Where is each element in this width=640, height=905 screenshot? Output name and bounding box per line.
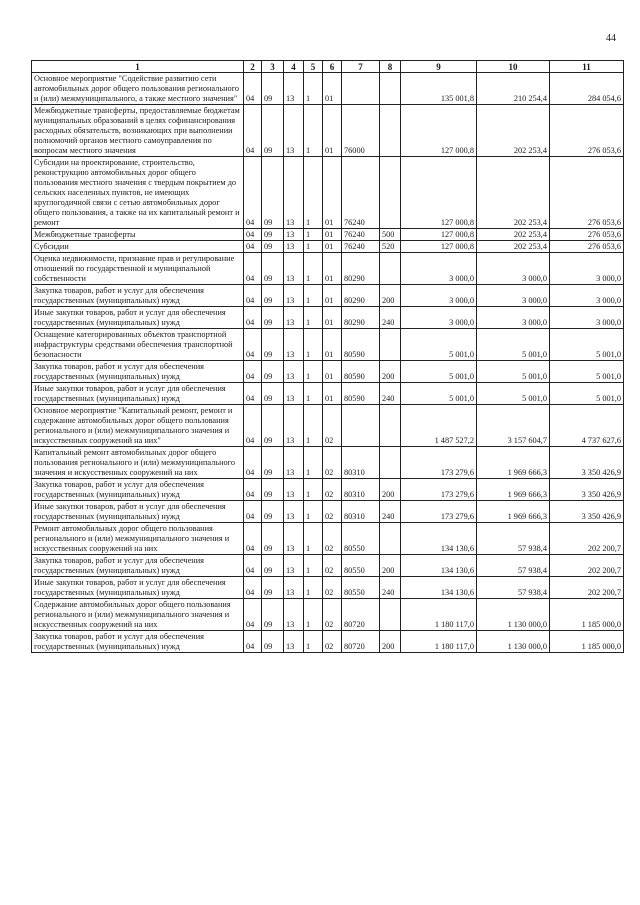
cell-section: 04 [244,105,262,157]
cell-amount-year2: 210 254,4 [477,73,550,105]
cell-direction: 80720 [342,631,380,653]
cell-program: 13 [284,229,304,241]
column-header: 11 [550,61,624,73]
cell-amount-year3: 202 200,7 [550,523,624,555]
cell-amount-year1: 127 000,8 [401,229,477,241]
row-description: Субсидии [32,241,244,253]
cell-subsection: 09 [262,361,284,383]
cell-subprogram: 1 [304,501,323,523]
cell-amount-year1: 127 000,8 [401,157,477,229]
table-row [32,229,624,241]
cell-amount-year3: 276 053,6 [550,105,624,157]
cell-event: 01 [323,229,342,241]
cell-subprogram: 1 [304,361,323,383]
cell-program: 13 [284,241,304,253]
cell-amount-year3: 3 000,0 [550,253,624,285]
row-description: Иные закупки товаров, работ и услуг для обеспечения государственных (муниципальных) нужд [32,577,244,599]
table-row [32,523,624,555]
cell-event: 01 [323,383,342,405]
table-row [32,631,624,653]
cell-subprogram: 1 [304,383,323,405]
cell-program: 13 [284,501,304,523]
cell-amount-year2: 5 001,0 [477,329,550,361]
cell-event: 02 [323,447,342,479]
table-row [32,157,624,229]
row-description: Закупка товаров, работ и услуг для обеспечения государственных (муниципальных) нужд [32,479,244,501]
cell-amount-year1: 173 279,6 [401,479,477,501]
cell-amount-year2: 1 130 000,0 [477,631,550,653]
cell-subprogram: 1 [304,329,323,361]
cell-program: 13 [284,447,304,479]
table-row [32,241,624,253]
cell-event: 02 [323,501,342,523]
row-description: Основное мероприятие "Содействие развитию сети автомобильных дорог общего пользования регионального и (или) межмуниципального, а также местного значения" [32,73,244,105]
table-row [32,361,624,383]
cell-event: 01 [323,241,342,253]
cell-program: 13 [284,479,304,501]
table-row [32,105,624,157]
cell-subsection: 09 [262,253,284,285]
cell-amount-year3: 1 185 000,0 [550,599,624,631]
cell-expense-type [380,105,401,157]
cell-expense-type [380,73,401,105]
cell-event: 02 [323,555,342,577]
column-header: 1 [32,61,244,73]
cell-subsection: 09 [262,599,284,631]
cell-section: 04 [244,253,262,285]
cell-subsection: 09 [262,405,284,447]
cell-amount-year1: 1 487 527,2 [401,405,477,447]
cell-amount-year2: 1 969 666,3 [477,501,550,523]
row-description: Оценка недвижимости, признание прав и регулирование отношений по государственной и муниципальной собственности [32,253,244,285]
row-description: Межбюджетные трансферты, предоставляемые бюджетам муниципальных образований в целях софинансирования расходных обязательств, возникающих при выполнении полномочий органов местного самоуправления по вопросам местного значения [32,105,244,157]
cell-program: 13 [284,157,304,229]
cell-amount-year1: 5 001,0 [401,361,477,383]
cell-amount-year3: 5 001,0 [550,329,624,361]
cell-amount-year3: 276 053,6 [550,241,624,253]
table-row [32,253,624,285]
cell-direction: 80590 [342,383,380,405]
cell-subprogram: 1 [304,157,323,229]
cell-amount-year1: 1 180 117,0 [401,599,477,631]
cell-direction: 80720 [342,599,380,631]
column-header: 6 [323,61,342,73]
cell-amount-year2: 57 938,4 [477,555,550,577]
cell-event: 01 [323,73,342,105]
cell-subsection: 09 [262,479,284,501]
cell-amount-year1: 173 279,6 [401,501,477,523]
cell-event: 02 [323,577,342,599]
cell-subsection: 09 [262,229,284,241]
cell-expense-type: 240 [380,307,401,329]
cell-subprogram: 1 [304,479,323,501]
cell-amount-year2: 3 157 604,7 [477,405,550,447]
cell-section: 04 [244,405,262,447]
cell-section: 04 [244,555,262,577]
cell-amount-year3: 276 053,6 [550,229,624,241]
column-header: 3 [262,61,284,73]
cell-amount-year3: 276 053,6 [550,157,624,229]
cell-event: 02 [323,599,342,631]
cell-program: 13 [284,555,304,577]
cell-expense-type: 200 [380,479,401,501]
cell-event: 01 [323,329,342,361]
cell-amount-year3: 3 000,0 [550,307,624,329]
cell-program: 13 [284,105,304,157]
cell-direction: 76240 [342,229,380,241]
cell-amount-year2: 57 938,4 [477,577,550,599]
cell-event: 02 [323,523,342,555]
cell-direction: 80310 [342,447,380,479]
cell-amount-year2: 57 938,4 [477,523,550,555]
cell-amount-year1: 134 130,6 [401,555,477,577]
cell-section: 04 [244,599,262,631]
cell-event: 01 [323,157,342,229]
cell-amount-year2: 202 253,4 [477,229,550,241]
cell-direction: 76240 [342,157,380,229]
cell-subsection: 09 [262,307,284,329]
table-row [32,599,624,631]
cell-amount-year3: 5 001,0 [550,361,624,383]
cell-subsection: 09 [262,447,284,479]
cell-expense-type [380,329,401,361]
cell-amount-year3: 1 185 000,0 [550,631,624,653]
cell-program: 13 [284,523,304,555]
cell-amount-year3: 3 350 426,9 [550,501,624,523]
cell-expense-type [380,447,401,479]
cell-program: 13 [284,285,304,307]
cell-section: 04 [244,383,262,405]
cell-amount-year1: 3 000,0 [401,253,477,285]
cell-subsection: 09 [262,329,284,361]
cell-amount-year2: 3 000,0 [477,285,550,307]
cell-direction: 76000 [342,105,380,157]
cell-amount-year2: 202 253,4 [477,157,550,229]
cell-direction: 80310 [342,501,380,523]
cell-amount-year3: 3 000,0 [550,285,624,307]
cell-subprogram: 1 [304,253,323,285]
cell-subprogram: 1 [304,523,323,555]
cell-expense-type: 500 [380,229,401,241]
cell-direction [342,405,380,447]
cell-direction: 76240 [342,241,380,253]
cell-expense-type: 200 [380,555,401,577]
cell-event: 01 [323,361,342,383]
cell-subprogram: 1 [304,577,323,599]
cell-section: 04 [244,307,262,329]
cell-expense-type [380,599,401,631]
cell-amount-year2: 5 001,0 [477,361,550,383]
cell-program: 13 [284,307,304,329]
table-row [32,307,624,329]
cell-subprogram: 1 [304,241,323,253]
cell-event: 01 [323,253,342,285]
cell-subprogram: 1 [304,229,323,241]
cell-amount-year2: 202 253,4 [477,105,550,157]
cell-program: 13 [284,73,304,105]
cell-program: 13 [284,329,304,361]
cell-event: 01 [323,105,342,157]
cell-program: 13 [284,577,304,599]
table-row [32,555,624,577]
cell-program: 13 [284,383,304,405]
cell-subsection: 09 [262,631,284,653]
row-description: Оснащение категорированных объектов транспортной инфраструктуры средствами обеспечения транспортной безопасности [32,329,244,361]
cell-amount-year1: 134 130,6 [401,523,477,555]
cell-expense-type [380,523,401,555]
cell-amount-year2: 202 253,4 [477,241,550,253]
row-description: Субсидии на проектирование, строительство, реконструкцию автомобильных дорог общего пользования местного значения с твердым покрытием до сельских населенных пунктов, не имеющих круглогодичной связи с сетью автомобильных дорог общего пользования, а также на их капитальный ремонт и ремонт [32,157,244,229]
cell-amount-year3: 202 200,7 [550,577,624,599]
cell-expense-type: 200 [380,285,401,307]
column-header: 2 [244,61,262,73]
cell-direction: 80550 [342,523,380,555]
cell-event: 02 [323,631,342,653]
cell-expense-type: 520 [380,241,401,253]
cell-section: 04 [244,285,262,307]
table-row [32,577,624,599]
cell-program: 13 [284,405,304,447]
cell-event: 01 [323,285,342,307]
cell-subprogram: 1 [304,447,323,479]
cell-section: 04 [244,523,262,555]
cell-amount-year2: 3 000,0 [477,253,550,285]
cell-section: 04 [244,479,262,501]
cell-amount-year1: 127 000,8 [401,105,477,157]
cell-subprogram: 1 [304,405,323,447]
cell-expense-type [380,253,401,285]
cell-amount-year1: 134 130,6 [401,577,477,599]
cell-amount-year3: 202 200,7 [550,555,624,577]
cell-direction: 80590 [342,361,380,383]
cell-event: 01 [323,307,342,329]
cell-subsection: 09 [262,383,284,405]
cell-expense-type: 240 [380,383,401,405]
cell-section: 04 [244,329,262,361]
cell-expense-type: 240 [380,501,401,523]
cell-program: 13 [284,253,304,285]
row-description: Содержание автомобильных дорог общего пользования регионального и (или) межмуниципального значения и искусственных сооружений на них [32,599,244,631]
cell-subsection: 09 [262,157,284,229]
table-row [32,73,624,105]
row-description: Закупка товаров, работ и услуг для обеспечения государственных (муниципальных) нужд [32,555,244,577]
cell-event: 02 [323,479,342,501]
cell-section: 04 [244,577,262,599]
cell-subprogram: 1 [304,105,323,157]
cell-amount-year2: 5 001,0 [477,383,550,405]
row-description: Иные закупки товаров, работ и услуг для обеспечения государственных (муниципальных) нужд [32,383,244,405]
cell-section: 04 [244,229,262,241]
cell-section: 04 [244,361,262,383]
cell-subprogram: 1 [304,285,323,307]
page-number: 44 [606,33,616,44]
column-header: 9 [401,61,477,73]
cell-amount-year2: 1 969 666,3 [477,447,550,479]
row-description: Капитальный ремонт автомобильных дорог общего пользования регионального и (или) межмуниципального значения и искусственных сооружений на них [32,447,244,479]
column-header: 8 [380,61,401,73]
cell-program: 13 [284,361,304,383]
row-description: Иные закупки товаров, работ и услуг для обеспечения государственных (муниципальных) нужд [32,501,244,523]
cell-subsection: 09 [262,105,284,157]
table-row [32,329,624,361]
row-description: Ремонт автомобильных дорог общего пользования регионального и (или) межмуниципального значения и искусственных сооружений на них [32,523,244,555]
cell-subsection: 09 [262,285,284,307]
cell-direction: 80550 [342,555,380,577]
cell-direction: 80310 [342,479,380,501]
cell-section: 04 [244,447,262,479]
row-description: Иные закупки товаров, работ и услуг для обеспечения государственных (муниципальных) нужд [32,307,244,329]
cell-amount-year3: 4 737 627,6 [550,405,624,447]
cell-direction: 80590 [342,329,380,361]
table-row [32,447,624,479]
cell-expense-type [380,157,401,229]
cell-amount-year1: 3 000,0 [401,307,477,329]
table-row [32,383,624,405]
cell-amount-year2: 3 000,0 [477,307,550,329]
cell-direction: 80550 [342,577,380,599]
cell-direction: 80290 [342,253,380,285]
cell-amount-year1: 5 001,0 [401,383,477,405]
row-description: Закупка товаров, работ и услуг для обеспечения государственных (муниципальных) нужд [32,631,244,653]
cell-subprogram: 1 [304,73,323,105]
table-row [32,285,624,307]
cell-subsection: 09 [262,241,284,253]
cell-subprogram: 1 [304,631,323,653]
cell-subprogram: 1 [304,599,323,631]
budget-table [31,60,624,653]
cell-amount-year1: 5 001,0 [401,329,477,361]
table-header-row [32,61,624,73]
cell-direction: 80290 [342,307,380,329]
cell-amount-year3: 3 350 426,9 [550,479,624,501]
cell-amount-year3: 3 350 426,9 [550,447,624,479]
cell-subprogram: 1 [304,307,323,329]
cell-amount-year3: 5 001,0 [550,383,624,405]
cell-amount-year3: 284 054,6 [550,73,624,105]
cell-expense-type: 200 [380,361,401,383]
cell-subsection: 09 [262,555,284,577]
cell-amount-year2: 1 969 666,3 [477,479,550,501]
column-header: 10 [477,61,550,73]
column-header: 4 [284,61,304,73]
table-row [32,405,624,447]
cell-amount-year1: 135 001,8 [401,73,477,105]
cell-program: 13 [284,599,304,631]
cell-expense-type [380,405,401,447]
cell-amount-year1: 127 000,8 [401,241,477,253]
row-description: Межбюджетные трансферты [32,229,244,241]
row-description: Основное мероприятие "Капитальный ремонт, ремонт и содержание автомобильных дорог общего пользования регионального и (или) межмуниципального значения и искусственных сооружений на них" [32,405,244,447]
cell-subsection: 09 [262,501,284,523]
cell-section: 04 [244,501,262,523]
column-header: 5 [304,61,323,73]
cell-section: 04 [244,241,262,253]
cell-program: 13 [284,631,304,653]
cell-amount-year2: 1 130 000,0 [477,599,550,631]
cell-amount-year1: 3 000,0 [401,285,477,307]
row-description: Закупка товаров, работ и услуг для обеспечения государственных (муниципальных) нужд [32,285,244,307]
cell-expense-type: 200 [380,631,401,653]
row-description: Закупка товаров, работ и услуг для обеспечения государственных (муниципальных) нужд [32,361,244,383]
cell-section: 04 [244,73,262,105]
cell-section: 04 [244,157,262,229]
cell-amount-year1: 173 279,6 [401,447,477,479]
cell-event: 02 [323,405,342,447]
cell-direction: 80290 [342,285,380,307]
cell-subsection: 09 [262,577,284,599]
table-row [32,479,624,501]
cell-section: 04 [244,631,262,653]
cell-subsection: 09 [262,523,284,555]
cell-subprogram: 1 [304,555,323,577]
table-row [32,501,624,523]
cell-subsection: 09 [262,73,284,105]
cell-amount-year1: 1 180 117,0 [401,631,477,653]
column-header: 7 [342,61,380,73]
cell-direction [342,73,380,105]
cell-expense-type: 240 [380,577,401,599]
